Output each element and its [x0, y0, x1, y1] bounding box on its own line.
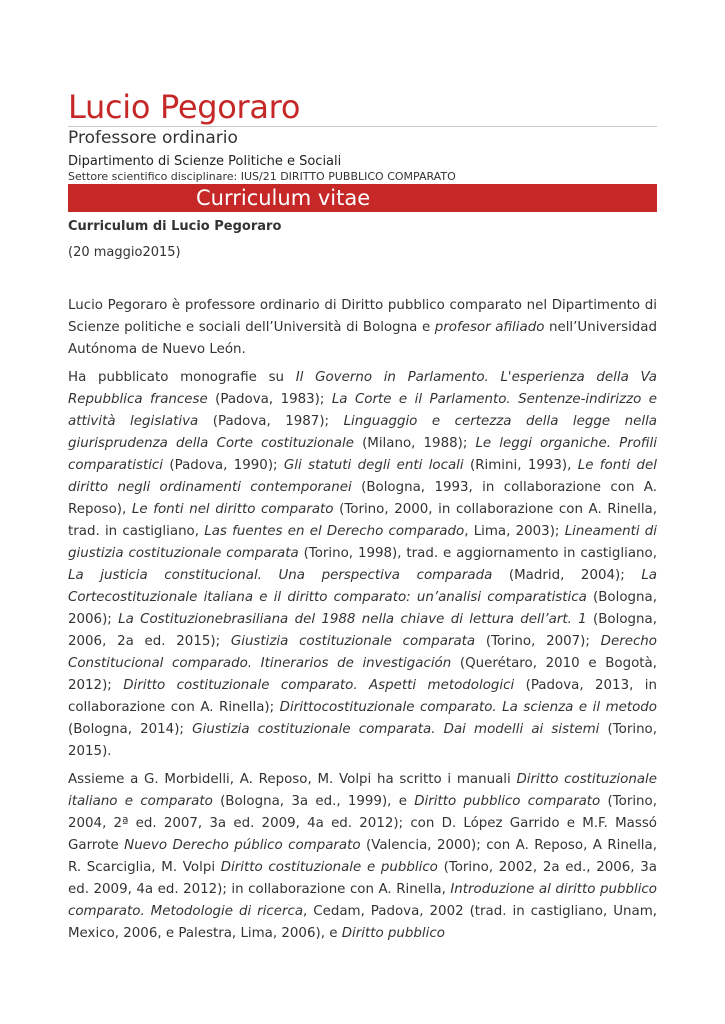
text-run: nell’Universidad Autónoma de Nuevo León.: [68, 320, 657, 357]
publication-title: Gli statuti degli enti locali: [283, 458, 464, 473]
text-run: (Bologna, 1993, in collaborazione con A. Reposo),: [68, 480, 657, 517]
publication-title: Il Governo in Parlamento. L'esperienza della Va Repubblica francese: [68, 370, 657, 407]
publication-title: La Costituzionebrasiliana del 1988 nella chiave di lettura dell’art. 1: [118, 612, 587, 627]
header-divider: [68, 126, 657, 127]
publication-title: Lineamenti di giustizia costituzionale comparata: [68, 524, 657, 561]
publication-title: La Cortecostituzionale italiana e il diritto comparato: un’analisi comparatistica: [68, 568, 657, 605]
text-run: (Valencia, 2000); con A. Reposo, A Rinella, R. Scarciglia, M. Volpi: [68, 838, 657, 875]
text-run: (Padova, 1983);: [207, 392, 332, 407]
section-banner-label: Curriculum vitae: [196, 186, 371, 210]
text-run: (Padova, 1987);: [198, 414, 344, 429]
publication-title: Le leggi organiche. Profili comparatistici: [68, 436, 657, 473]
publication-title: Diritto pubblico comparato: [414, 794, 601, 809]
publication-title: Diritto costituzionale comparato. Aspetti metodologici: [123, 678, 515, 693]
publication-title: Linguaggio e certezza della legge nella giurisprudenza della Corte costituzionale: [68, 414, 658, 451]
cv-body: [68, 295, 657, 951]
publication-title: Derecho Constitucional comparado. Itinerarios de investigación: [68, 634, 657, 671]
text-run: (Bologna, 3a ed., 1999), e: [212, 794, 415, 809]
text-run: (Padova, 1990);: [163, 458, 284, 473]
publication-title: Diritto costituzionale e pubblico: [220, 860, 438, 875]
publication-title: Dirittocostituzionale comparato. La scienza e il metodo: [279, 700, 657, 715]
publication-title: Le fonti del diritto negli ordinamenti contemporanei: [68, 458, 657, 495]
text-run: (Torino, 2002, 2a ed., 2006, 3a ed. 2009, 4a ed. 2012); in collaborazione con A. Rinella,: [68, 860, 657, 897]
text-run: (Torino, 2004, 2ª ed. 2007, 3a ed. 2009, 4a ed. 2012); con D. López Garrido e M.F. Massó Garrote: [68, 794, 657, 853]
text-run: , Cedam, Padova, 2002 (trad. in castigliano, Unam, Mexico, 2006, e Palestra, Lima, 2006), e: [68, 904, 657, 941]
text-run: (Bologna, 2014);: [68, 722, 193, 737]
person-name: Lucio Pegoraro: [68, 88, 301, 126]
publication-title: Diritto costituzionale italiano e comparato: [68, 772, 657, 809]
publication-title: profesor afiliado: [434, 320, 545, 335]
text-run: (Torino, 2007);: [475, 634, 601, 649]
department: Dipartimento di Scienze Politiche e Sociali: [68, 154, 342, 169]
publication-title: La Corte e il Parlamento. Sentenze-indirizzo e attività legislativa: [68, 392, 657, 429]
cv-paragraph: [68, 295, 657, 361]
publication-title: Nuevo Derecho público comparato: [124, 838, 361, 853]
text-run: (Torino, 2000, in collaborazione con A. Rinella, trad. in castigliano,: [68, 502, 657, 539]
text-run: (Padova, 2013, in collaborazione con A. Rinella);: [68, 678, 657, 715]
text-run: Assieme a G. Morbidelli, A. Reposo, M. Volpi ha scritto i manuali: [68, 772, 517, 787]
cv-date: (20 maggio2015): [68, 245, 181, 260]
text-run: Lucio Pegoraro è professore ordinario di Diritto pubblico comparato nel Dipartimento di Scienze politiche e sociali dell’Università di Bologna e: [68, 298, 657, 335]
text-run: (Torino, 2015).: [68, 722, 658, 759]
publication-title: Giustizia costituzionale comparata. Dai modelli ai sistemi: [192, 722, 600, 737]
publication-title: La justicia constitucional. Una perspectiva comparada: [68, 568, 493, 583]
cv-paragraph: [68, 367, 657, 763]
text-run: , Lima, 2003);: [464, 524, 565, 539]
publication-title: Las fuentes en el Derecho comparado: [204, 524, 465, 539]
publication-title: Diritto pubblico: [341, 926, 445, 941]
publication-title: Giustizia costituzionale comparata: [230, 634, 476, 649]
academic-sector: Settore scientifico disciplinare: IUS/21 DIRITTO PUBBLICO COMPARATO: [68, 170, 456, 183]
text-run: Ha pubblicato monografie su: [68, 370, 296, 385]
text-run: (Torino, 1998), trad. e aggiornamento in castigliano,: [298, 546, 657, 561]
publication-title: Le fonti nel diritto comparato: [131, 502, 334, 517]
text-run: (Bologna, 2006, 2a ed. 2015);: [68, 612, 657, 649]
publication-title: Introduzione al diritto pubblico comparato. Metodologie di ricerca: [68, 882, 657, 919]
text-run: (Rimini, 1993),: [463, 458, 578, 473]
cv-paragraph: [68, 769, 657, 945]
text-run: (Bologna, 2006);: [68, 590, 657, 627]
person-role: Professore ordinario: [68, 128, 238, 148]
text-run: (Querétaro, 2010 e Bogotà, 2012);: [68, 656, 658, 693]
text-run: (Madrid, 2004);: [492, 568, 642, 583]
text-run: (Milano, 1988);: [353, 436, 476, 451]
section-banner: [68, 184, 657, 212]
cv-title: Curriculum di Lucio Pegoraro: [68, 219, 282, 234]
